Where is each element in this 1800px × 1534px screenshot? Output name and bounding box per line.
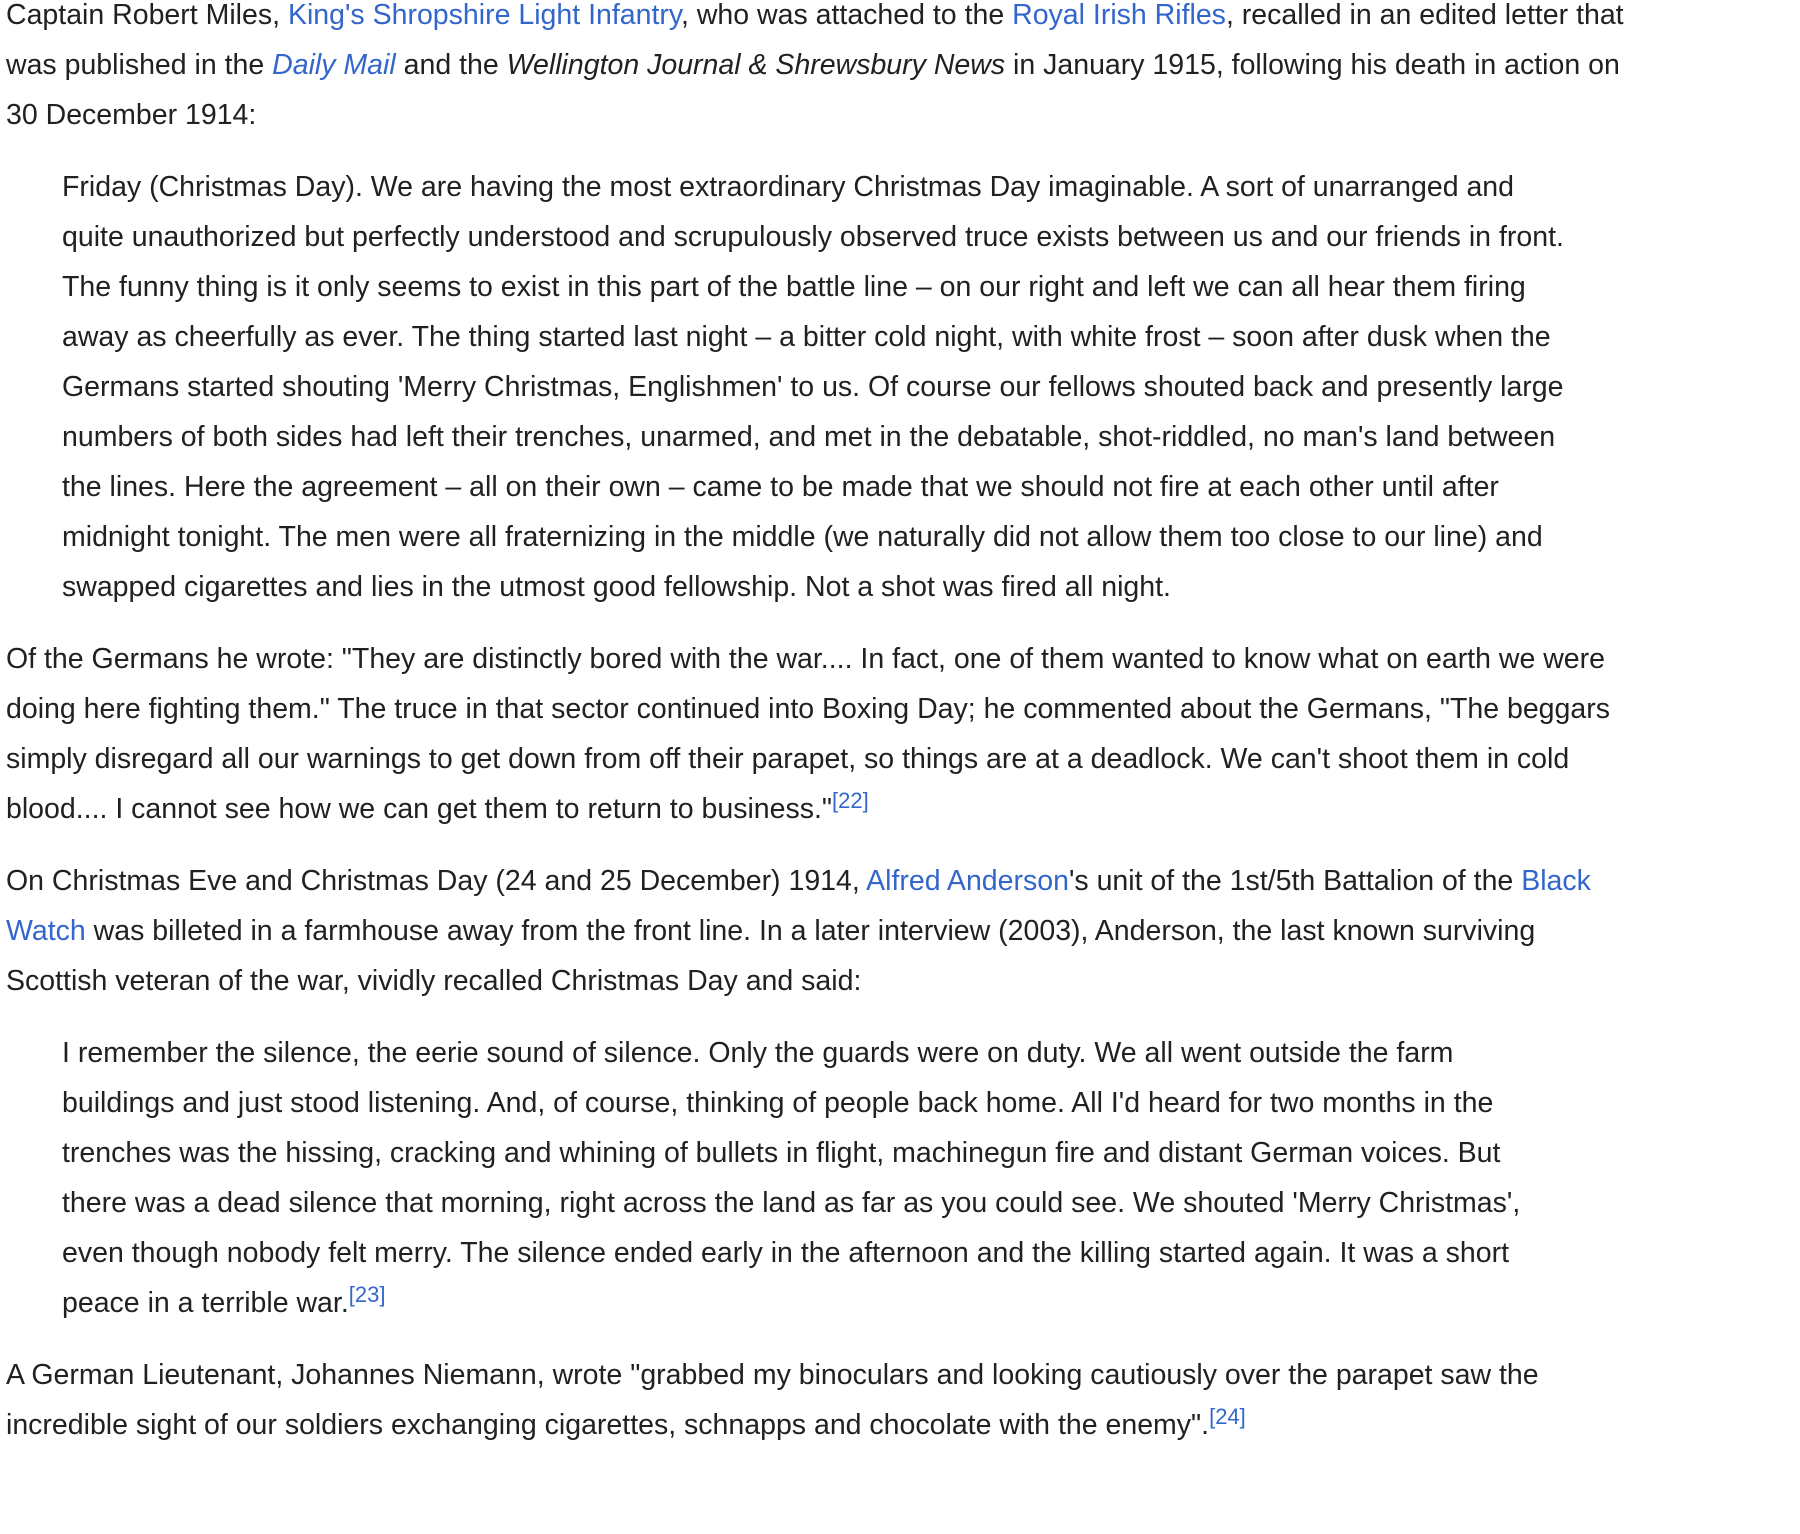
quote-line: quite unauthorized but perfectly understood and scrupulously observed truce exists between us and our friends in front. <box>62 221 1564 253</box>
quote-line: swapped cigarettes and lies in the utmost good fellowship. Not a shot was fired all night. <box>62 571 1171 603</box>
link-kings-shropshire-light-infantry[interactable]: King's Shropshire Light Infantry <box>287 0 681 31</box>
text-line: incredible sight of our soldiers exchanging cigarettes, schnapps and chocolate with the enemy".[24] <box>6 1404 1246 1441</box>
quote-line: numbers of both sides had left their trenches, unarmed, and met in the debatable, shot-riddled, no man's land between <box>62 421 1556 453</box>
paragraph-anderson <box>6 856 1786 1006</box>
quote-line: The funny thing is it only seems to exist in this part of the battle line – on our right and left we can all hear them firing <box>62 271 1526 303</box>
link-daily-mail[interactable]: Daily Mail <box>272 49 396 81</box>
link-alfred-anderson[interactable]: Alfred Anderson <box>866 865 1069 897</box>
text-line: blood.... I cannot see how we can get them to return to business."[22] <box>6 788 869 825</box>
quote-line: buildings and just stood listening. And, of course, thinking of people back home. All I'd heard for two months in the <box>62 1087 1494 1119</box>
quote-line: I remember the silence, the eerie sound of silence. Only the guards were on duty. We all went outside the farm <box>62 1037 1454 1069</box>
quote-paragraph <box>62 162 1786 612</box>
text-line: was published in the Daily Mail and the Wellington Journal & Shrewsbury News in January 1915, following his death in action on <box>6 49 1620 81</box>
quote-line: there was a dead silence that morning, right across the land as far as you could see. We shouted 'Merry Christmas', <box>62 1187 1521 1219</box>
quote-line: trenches was the hissing, cracking and whining of bullets in flight, machinegun fire and distant German voices. But <box>62 1137 1501 1169</box>
reference-link-24[interactable]: [24] <box>1209 1404 1246 1429</box>
paragraph-germans-bored <box>6 634 1786 834</box>
link-black-watch[interactable]: Black <box>1521 865 1591 897</box>
reference-23 <box>349 1282 386 1307</box>
link-black-watch-continued[interactable]: Watch <box>6 915 86 947</box>
paragraph-niemann <box>6 1350 1786 1450</box>
text-line: Captain Robert Miles, King's Shropshire Light Infantry, who was attached to the Royal Irish Rifles, recalled in an edited letter that <box>6 0 1624 31</box>
quote-line: the lines. Here the agreement – all on their own – came to be made that we should not fire at each other until after <box>62 471 1499 503</box>
text-line: Of the Germans he wrote: "They are distinctly bored with the war.... In fact, one of them wanted to know what on earth we were <box>6 643 1605 675</box>
quote-line: even though nobody felt merry. The silence ended early in the afternoon and the killing started again. It was a short <box>62 1237 1510 1269</box>
text-line: On Christmas Eve and Christmas Day (24 and 25 December) 1914, Alfred Anderson's unit of the 1st/5th Battalion of the Black <box>6 865 1591 897</box>
quote-anderson <box>62 1028 1786 1328</box>
text-line: A German Lieutenant, Johannes Niemann, wrote "grabbed my binoculars and looking cautiously over the parapet saw the <box>6 1359 1539 1391</box>
text-line: 30 December 1914: <box>6 99 257 131</box>
quote-paragraph <box>62 1028 1786 1328</box>
reference-24 <box>1209 1404 1246 1429</box>
quote-line: Germans started shouting 'Merry Christmas, Englishmen' to us. Of course our fellows shouted back and presently large <box>62 371 1564 403</box>
text-line: Scottish veteran of the war, vividly recalled Christmas Day and said: <box>6 965 862 997</box>
quote-line: midnight tonight. The men were all fraternizing in the middle (we naturally did not allow them too close to our line) and <box>62 521 1543 553</box>
text-line: doing here fighting them." The truce in that sector continued into Boxing Day; he commented about the Germans, "The beggars <box>6 693 1610 725</box>
quote-line: Friday (Christmas Day). We are having the most extraordinary Christmas Day imaginable. A sort of unarranged and <box>62 171 1515 203</box>
reference-link-22[interactable]: [22] <box>832 788 869 813</box>
link-royal-irish-rifles[interactable]: Royal Irish Rifles <box>1012 0 1226 31</box>
reference-link-23[interactable]: [23] <box>348 1282 386 1307</box>
wellington-journal-title: Wellington Journal & Shrewsbury News <box>506 49 1006 81</box>
quote-line: peace in a terrible war.[23] <box>62 1282 386 1319</box>
article-body <box>6 0 1786 1472</box>
quote-line: away as cheerfully as ever. The thing started last night – a bitter cold night, with white frost – soon after dusk when the <box>62 321 1551 353</box>
paragraph-miles-intro <box>6 0 1786 140</box>
text-line: Watch was billeted in a farmhouse away from the front line. In a later interview (2003), Anderson, the last known surviving <box>6 915 1536 947</box>
reference-22 <box>832 788 869 813</box>
text-line: simply disregard all our warnings to get down from off their parapet, so things are at a deadlock. We can't shoot them in cold <box>6 743 1570 775</box>
quote-miles-letter <box>62 162 1786 612</box>
